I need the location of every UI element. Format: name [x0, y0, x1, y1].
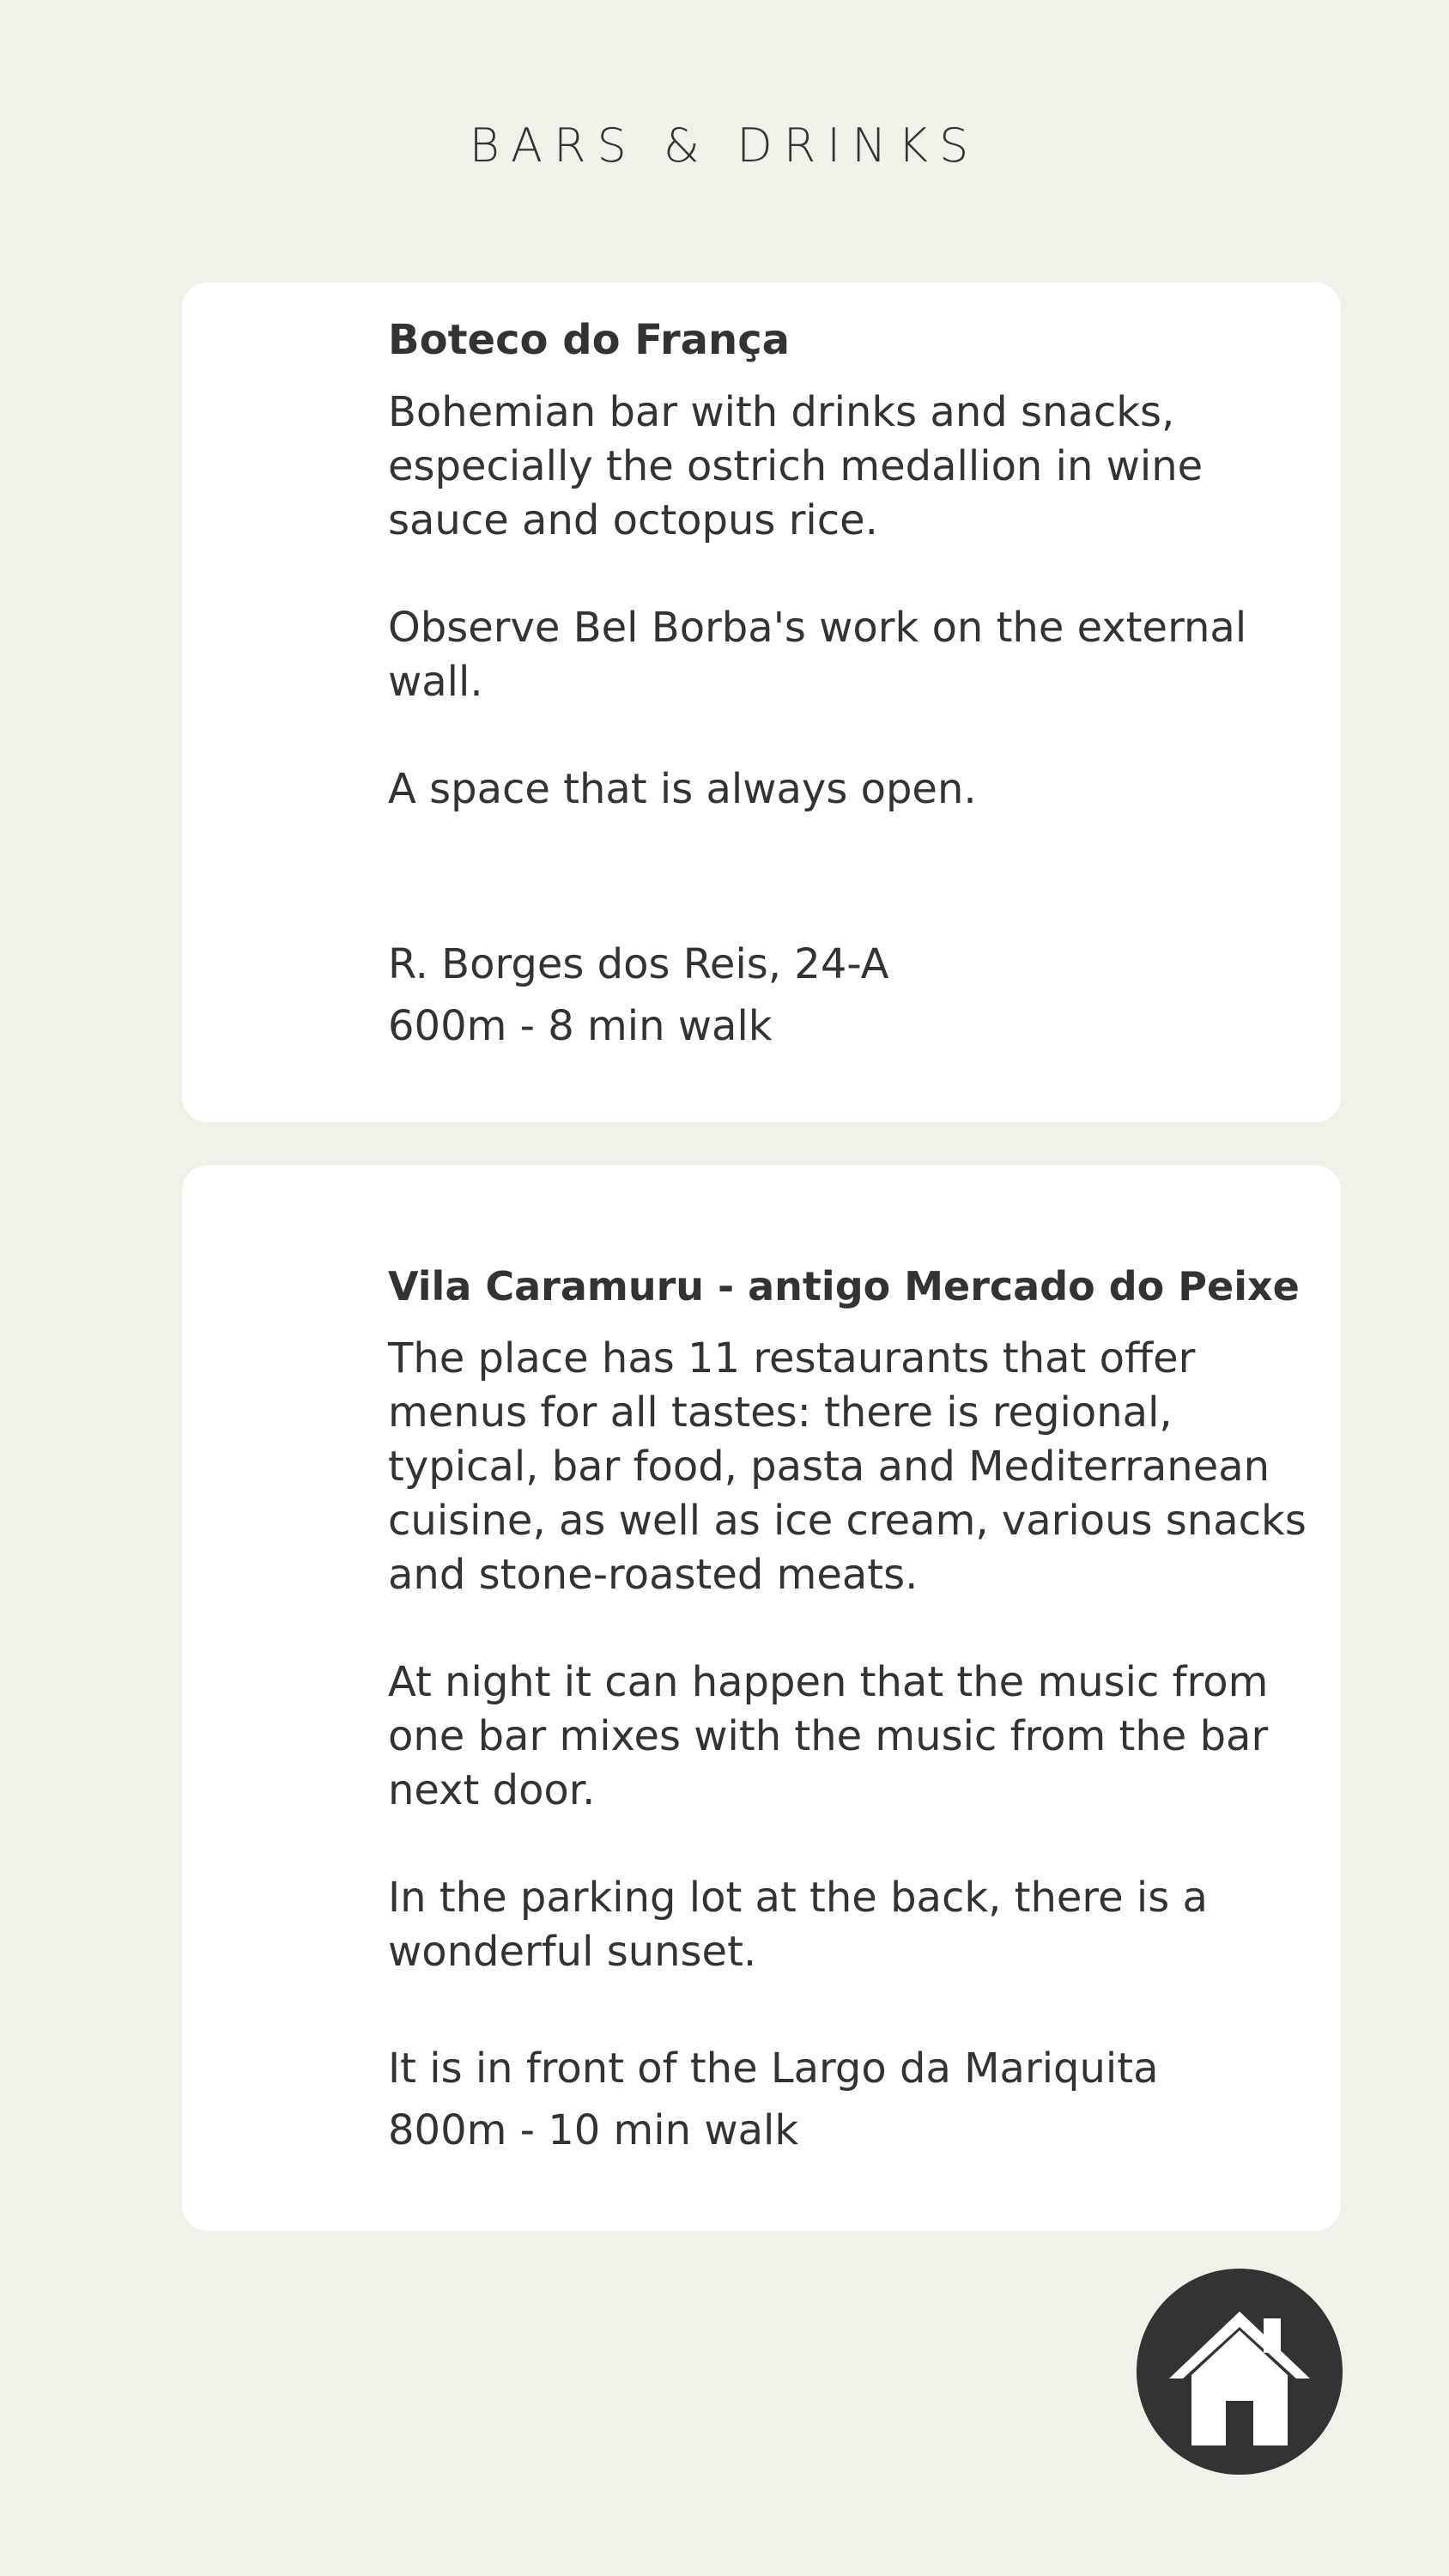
place-description: Observe Bel Borba's work on the external wall. — [388, 604, 1247, 706]
place-description: A space that is always open. — [388, 765, 977, 813]
home-button[interactable] — [1137, 2269, 1343, 2475]
place-card-body — [388, 1260, 1307, 2161]
place-address: It is in front of the Largo da Mariquita — [388, 2044, 1159, 2093]
place-location-block — [388, 2038, 1307, 2161]
place-card-boteco-do-franca — [182, 283, 1341, 1122]
place-name: Vila Caramuru - antigo Mercado do Peixe — [388, 1263, 1300, 1309]
place-description: Bohemian bar with drinks and snacks, especially the ostrich medallion in wine sauce and octopus rice. — [388, 388, 1203, 544]
page-title: BARS & DRINKS — [469, 118, 980, 173]
place-address: R. Borges dos Reis, 24-A — [388, 940, 889, 988]
place-location-block — [388, 933, 888, 1057]
place-name: Boteco do França — [388, 316, 791, 364]
place-description: The place has 11 restaurants that offer menus for all tastes: there is regional, typical, bar food, pasta and Mediterranean cuisine, as well as ice cream, various snacks and stone-roasted meats. — [388, 1334, 1307, 1599]
place-distance: 600m - 8 min walk — [388, 1002, 773, 1050]
place-card-body — [388, 313, 1307, 1050]
place-description: At night it can happen that the music from one bar mixes with the music from the bar next door. — [388, 1658, 1269, 1814]
place-distance: 800m - 10 min walk — [388, 2106, 799, 2154]
place-description: In the parking lot at the back, there is a wonderful sunset. — [388, 1874, 1208, 1976]
home-icon — [1154, 2286, 1325, 2458]
place-card-vila-caramuru — [182, 1165, 1341, 2231]
